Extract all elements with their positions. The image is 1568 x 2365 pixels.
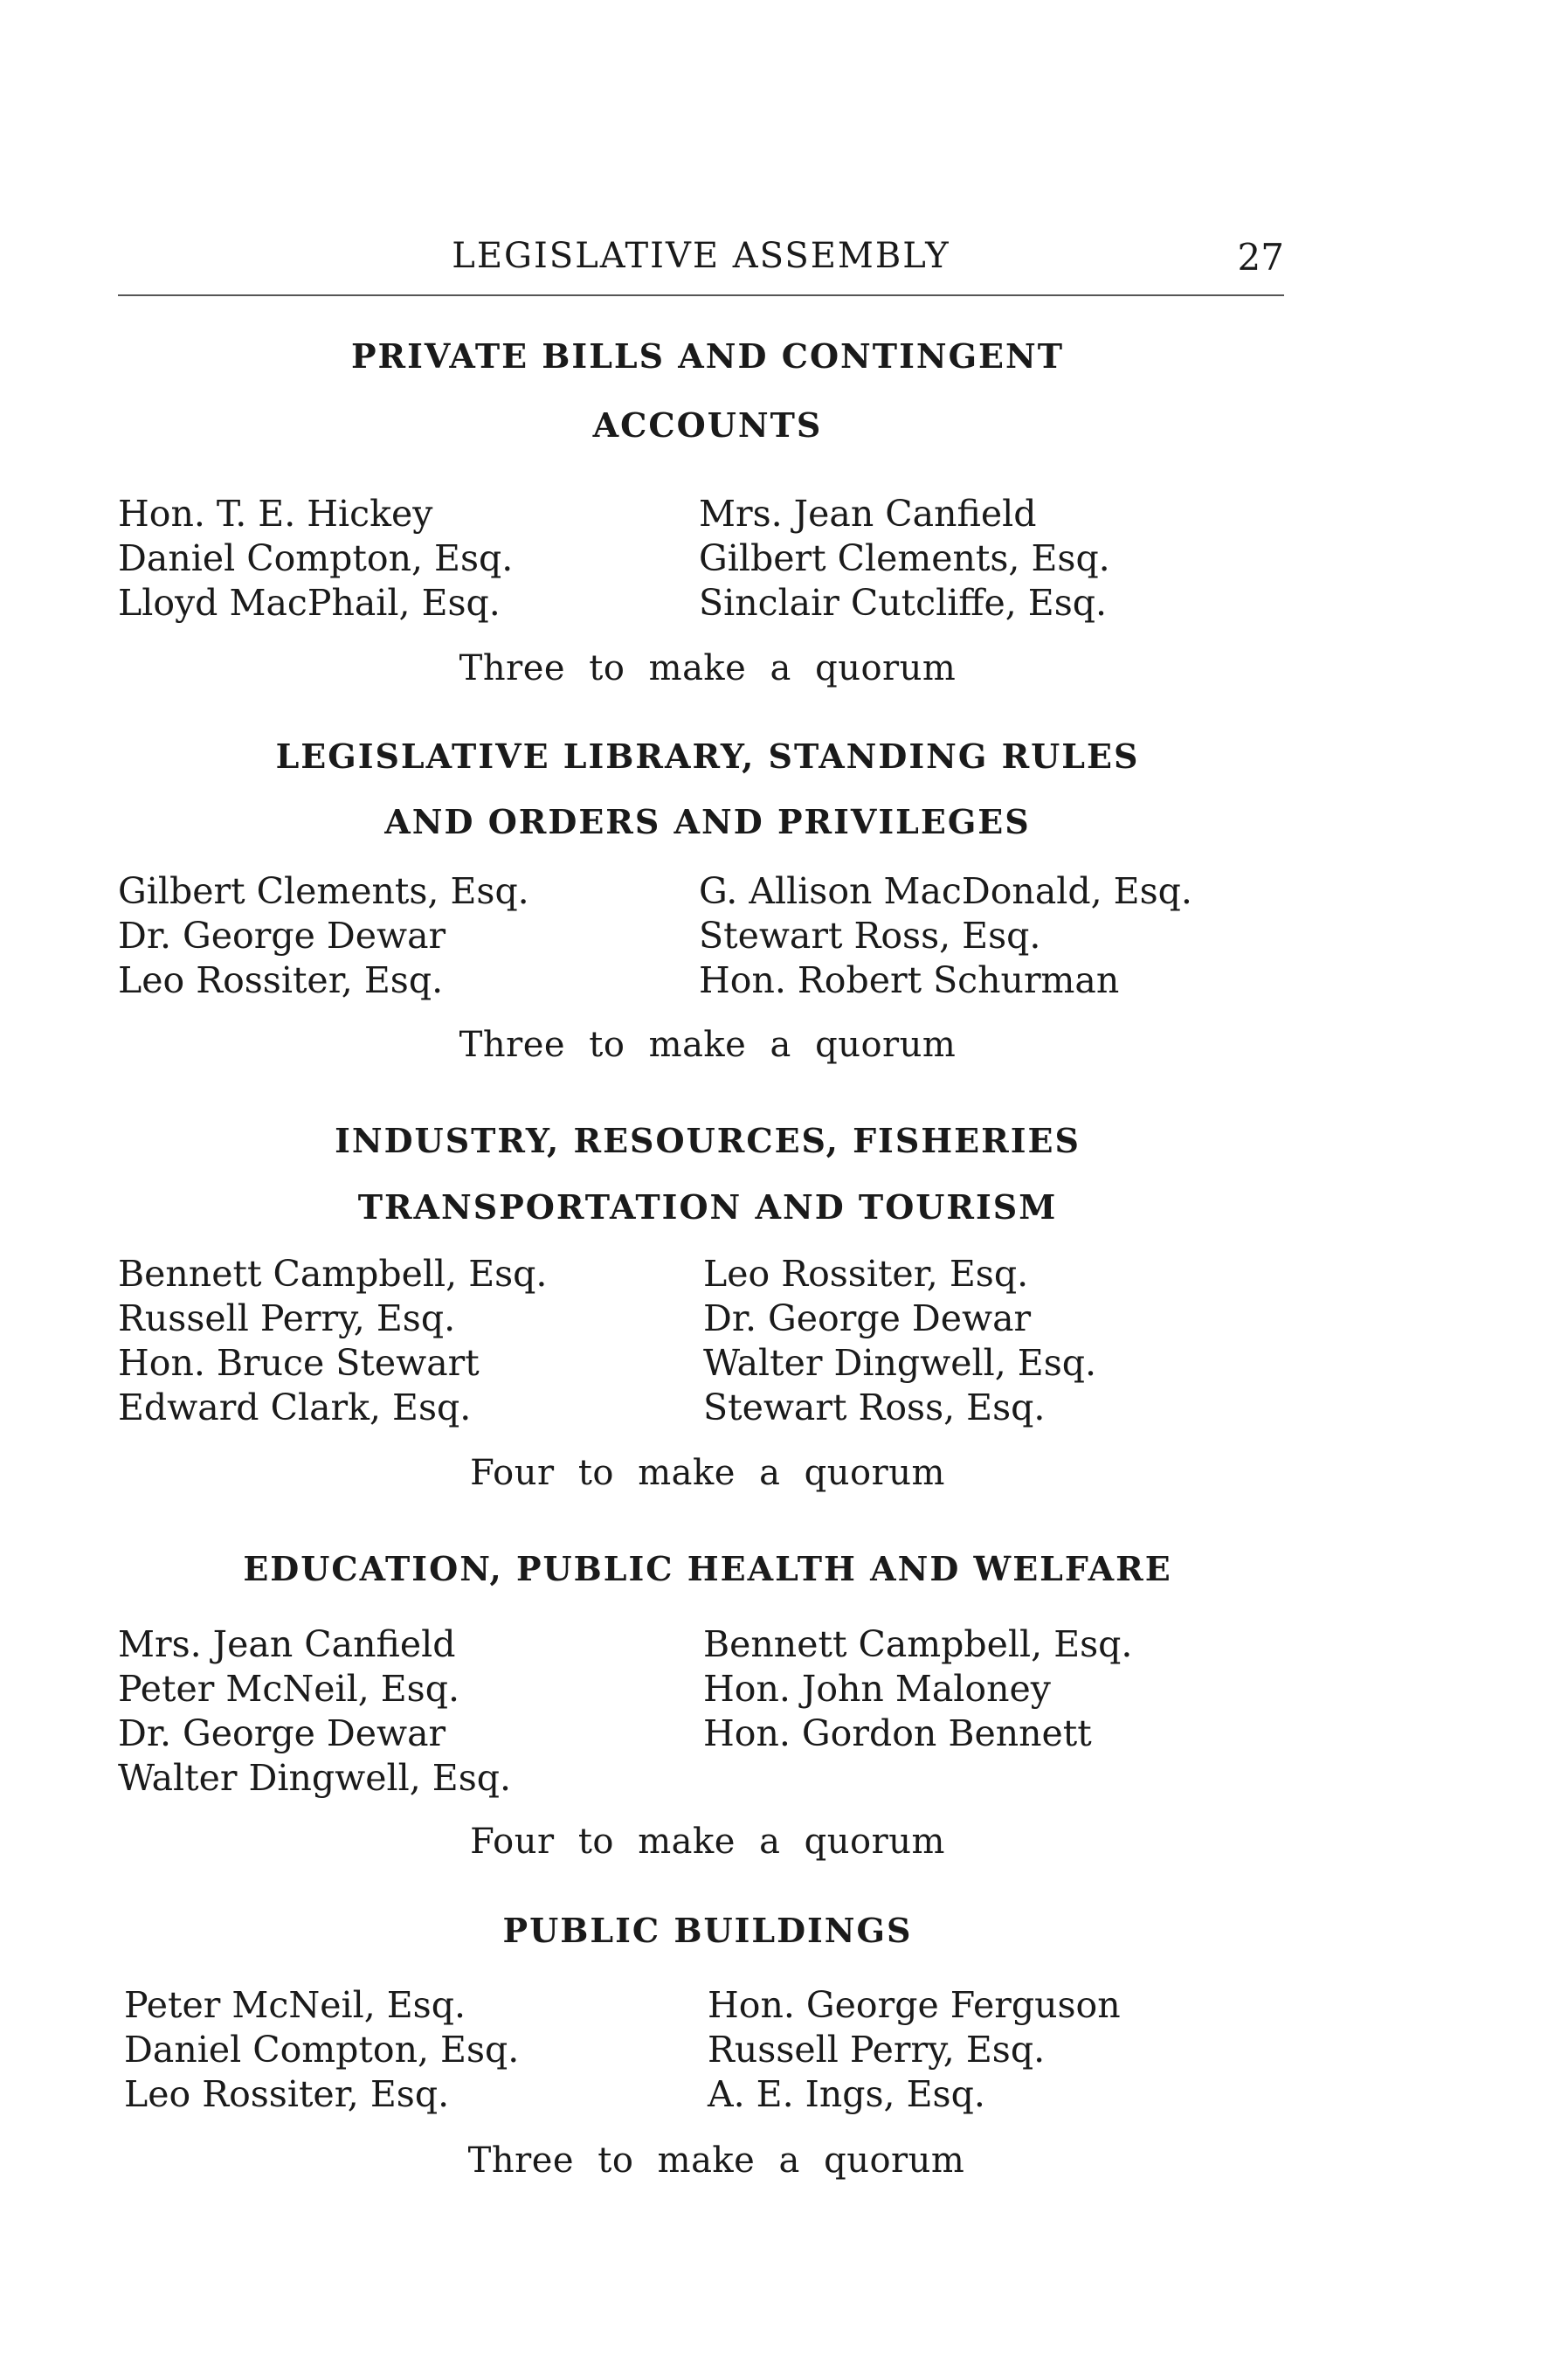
member-name: Lloyd MacPhail, Esq. [118, 582, 501, 624]
members-right-column [703, 1622, 1132, 1756]
members-right-column [699, 492, 1110, 626]
members-left-column [118, 869, 529, 1003]
quorum-note: Three to make a quorum [459, 648, 957, 688]
member-name: Walter Dingwell, Esq. [118, 1757, 512, 1799]
member-name: Russell Perry, Esq. [708, 2029, 1046, 2071]
member-name: Hon. T. E. Hickey [118, 493, 433, 535]
members-left-column [124, 1983, 519, 2117]
member-name: Hon. John Maloney [703, 1668, 1051, 1710]
quorum-note: Four to make a quorum [470, 1453, 945, 1493]
member-name: Gilbert Clements, Esq. [118, 870, 529, 912]
member-name: Edward Clark, Esq. [118, 1386, 472, 1428]
members-right-column [699, 869, 1192, 1003]
section-title: PUBLIC BUILDINGS [502, 1911, 913, 1950]
page-header [118, 236, 1284, 288]
quorum-note: Four to make a quorum [470, 1822, 945, 1862]
section-title: INDUSTRY, RESOURCES, FISHERIES [335, 1121, 1081, 1160]
page-number: 27 [1237, 236, 1284, 279]
member-name: Russell Perry, Esq. [118, 1297, 456, 1339]
member-name: Peter McNeil, Esq. [124, 1984, 466, 2026]
member-name: Leo Rossiter, Esq. [124, 2073, 450, 2115]
member-name: Mrs. Jean Canfield [118, 1623, 456, 1665]
member-name: Stewart Ross, Esq. [699, 915, 1041, 957]
section-title: TRANSPORTATION AND TOURISM [357, 1187, 1058, 1227]
member-name: Dr. George Dewar [703, 1297, 1032, 1339]
members-left-column [118, 492, 513, 626]
member-name: G. Allison MacDonald, Esq. [699, 870, 1192, 912]
member-name: Leo Rossiter, Esq. [703, 1253, 1029, 1295]
member-name: Bennett Campbell, Esq. [703, 1623, 1133, 1665]
quorum-note: Three to make a quorum [467, 2140, 965, 2181]
member-name: Stewart Ross, Esq. [703, 1386, 1046, 1428]
member-name: Bennett Campbell, Esq. [118, 1253, 548, 1295]
member-name: Hon. Robert Schurman [699, 959, 1120, 1001]
member-name: Dr. George Dewar [118, 915, 446, 957]
member-name: Peter McNeil, Esq. [118, 1668, 460, 1710]
member-name: A. E. Ings, Esq. [708, 2073, 985, 2115]
member-name: Mrs. Jean Canfield [699, 493, 1037, 535]
member-name: Dr. George Dewar [118, 1712, 446, 1754]
section-title: LEGISLATIVE LIBRARY, STANDING RULES [275, 736, 1140, 776]
members-left-column [118, 1622, 511, 1801]
member-name: Sinclair Cutcliffe, Esq. [699, 582, 1108, 624]
member-name: Daniel Compton, Esq. [118, 537, 514, 579]
members-right-column [708, 1983, 1121, 2117]
member-name: Hon. Bruce Stewart [118, 1342, 480, 1384]
quorum-note: Three to make a quorum [459, 1025, 957, 1065]
members-right-column [703, 1252, 1096, 1430]
member-name: Daniel Compton, Esq. [124, 2029, 520, 2071]
member-name: Walter Dingwell, Esq. [703, 1342, 1097, 1384]
section-title: EDUCATION, PUBLIC HEALTH AND WELFARE [243, 1549, 1172, 1588]
members-left-column [118, 1252, 547, 1430]
header-rule [118, 294, 1284, 296]
member-name: Gilbert Clements, Esq. [699, 537, 1110, 579]
section-title: PRIVATE BILLS AND CONTINGENT [350, 336, 1065, 376]
section-title: ACCOUNTS [592, 405, 823, 445]
member-name: Leo Rossiter, Esq. [118, 959, 444, 1001]
section-title: AND ORDERS AND PRIVILEGES [384, 802, 1031, 841]
member-name: Hon. Gordon Bennett [703, 1712, 1092, 1754]
member-name: Hon. George Ferguson [708, 1984, 1121, 2026]
running-title: LEGISLATIVE ASSEMBLY [452, 236, 950, 276]
